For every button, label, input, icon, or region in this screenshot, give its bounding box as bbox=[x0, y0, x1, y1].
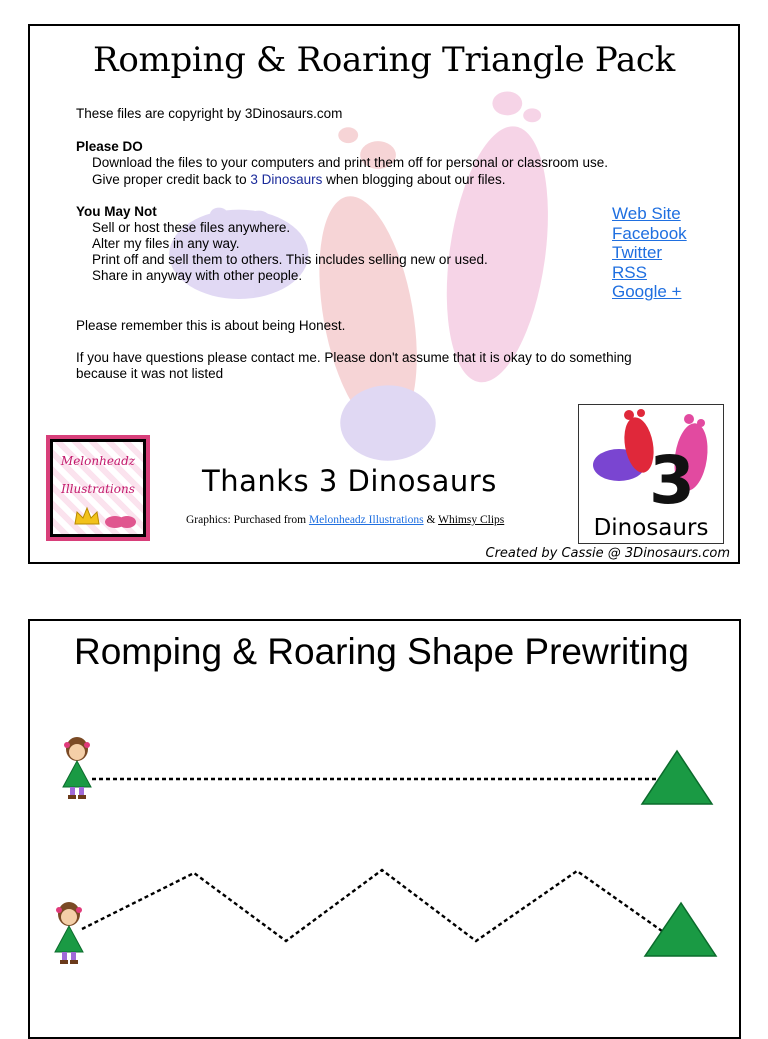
zigzag-tracing-line[interactable] bbox=[82, 870, 662, 941]
whimsy-clips-link[interactable]: Whimsy Clips bbox=[438, 514, 505, 526]
green-triangle-icon bbox=[645, 903, 716, 956]
website-link[interactable]: Web Site bbox=[612, 204, 681, 223]
page-title: Romping & Roaring Triangle Pack bbox=[93, 40, 675, 80]
worksheet-title: Romping & Roaring Shape Prewriting bbox=[74, 631, 689, 672]
google-plus-link[interactable]: Google + bbox=[612, 282, 682, 302]
credit-text-before: Give proper credit back to bbox=[92, 172, 251, 187]
credit-text-after: when blogging about our files. bbox=[322, 172, 506, 187]
please-do-item bbox=[76, 172, 506, 188]
please-do-heading: Please DO bbox=[76, 139, 143, 154]
may-not-item: Share in anyway with other people. bbox=[92, 268, 303, 283]
created-by: Created by Cassie @ 3Dinosaurs.com bbox=[485, 546, 730, 561]
copyright-notice: These files are copyright by 3Dinosaurs.com bbox=[76, 106, 343, 121]
info-page bbox=[28, 24, 740, 564]
prewriting-page bbox=[28, 619, 741, 1039]
may-not-heading: You May Not bbox=[76, 204, 157, 219]
honest-note: Please remember this is about being Honest. bbox=[76, 318, 346, 333]
thanks-message: Thanks 3 Dinosaurs bbox=[202, 464, 497, 498]
melonheadz-logo-inner bbox=[50, 439, 146, 537]
girl-holding-triangle-icon bbox=[55, 902, 83, 964]
may-not-item: Print off and sell them to others. This includes selling new or used. bbox=[92, 252, 488, 267]
logo-word: Dinosaurs bbox=[593, 515, 709, 541]
social-links bbox=[612, 204, 687, 302]
graphics-credit-prefix: Graphics: Purchased from bbox=[186, 514, 309, 526]
facebook-link[interactable]: Facebook bbox=[612, 223, 687, 243]
twitter-link[interactable]: Twitter bbox=[612, 243, 663, 263]
questions-line: because it was not listed bbox=[76, 366, 224, 381]
melonheadz-link[interactable]: Melonheadz Illustrations bbox=[308, 514, 424, 526]
graphics-credit-amp: & bbox=[423, 514, 439, 526]
melonheadz-logo-line2: Illustrations bbox=[61, 482, 135, 496]
3-dinosaurs-link[interactable]: 3 Dinosaurs bbox=[250, 172, 323, 187]
3-dinosaurs-logo bbox=[578, 404, 724, 544]
questions-line: If you have questions please contact me. Please don't assume that it is okay to do something bbox=[76, 350, 632, 365]
melonheadz-logo-line1: Melonheadz bbox=[60, 454, 136, 468]
tracing-area bbox=[30, 621, 741, 1039]
may-not-item: Alter my files in any way. bbox=[92, 236, 240, 251]
info-content bbox=[30, 26, 738, 562]
please-do-item: Download the files to your computers and print them off for personal or classroom use. bbox=[92, 155, 609, 170]
rss-link[interactable]: RSS bbox=[612, 262, 647, 282]
footprints-logo-icon bbox=[579, 405, 724, 515]
logo-number: 3 bbox=[649, 442, 695, 515]
melonheadz-logo bbox=[46, 435, 150, 541]
graphics-credit bbox=[186, 514, 504, 526]
crown-and-shoes-icon bbox=[67, 504, 137, 530]
girl-holding-triangle-icon bbox=[63, 737, 91, 799]
green-triangle-icon bbox=[642, 751, 712, 804]
may-not-item: Sell or host these files anywhere. bbox=[92, 220, 291, 235]
